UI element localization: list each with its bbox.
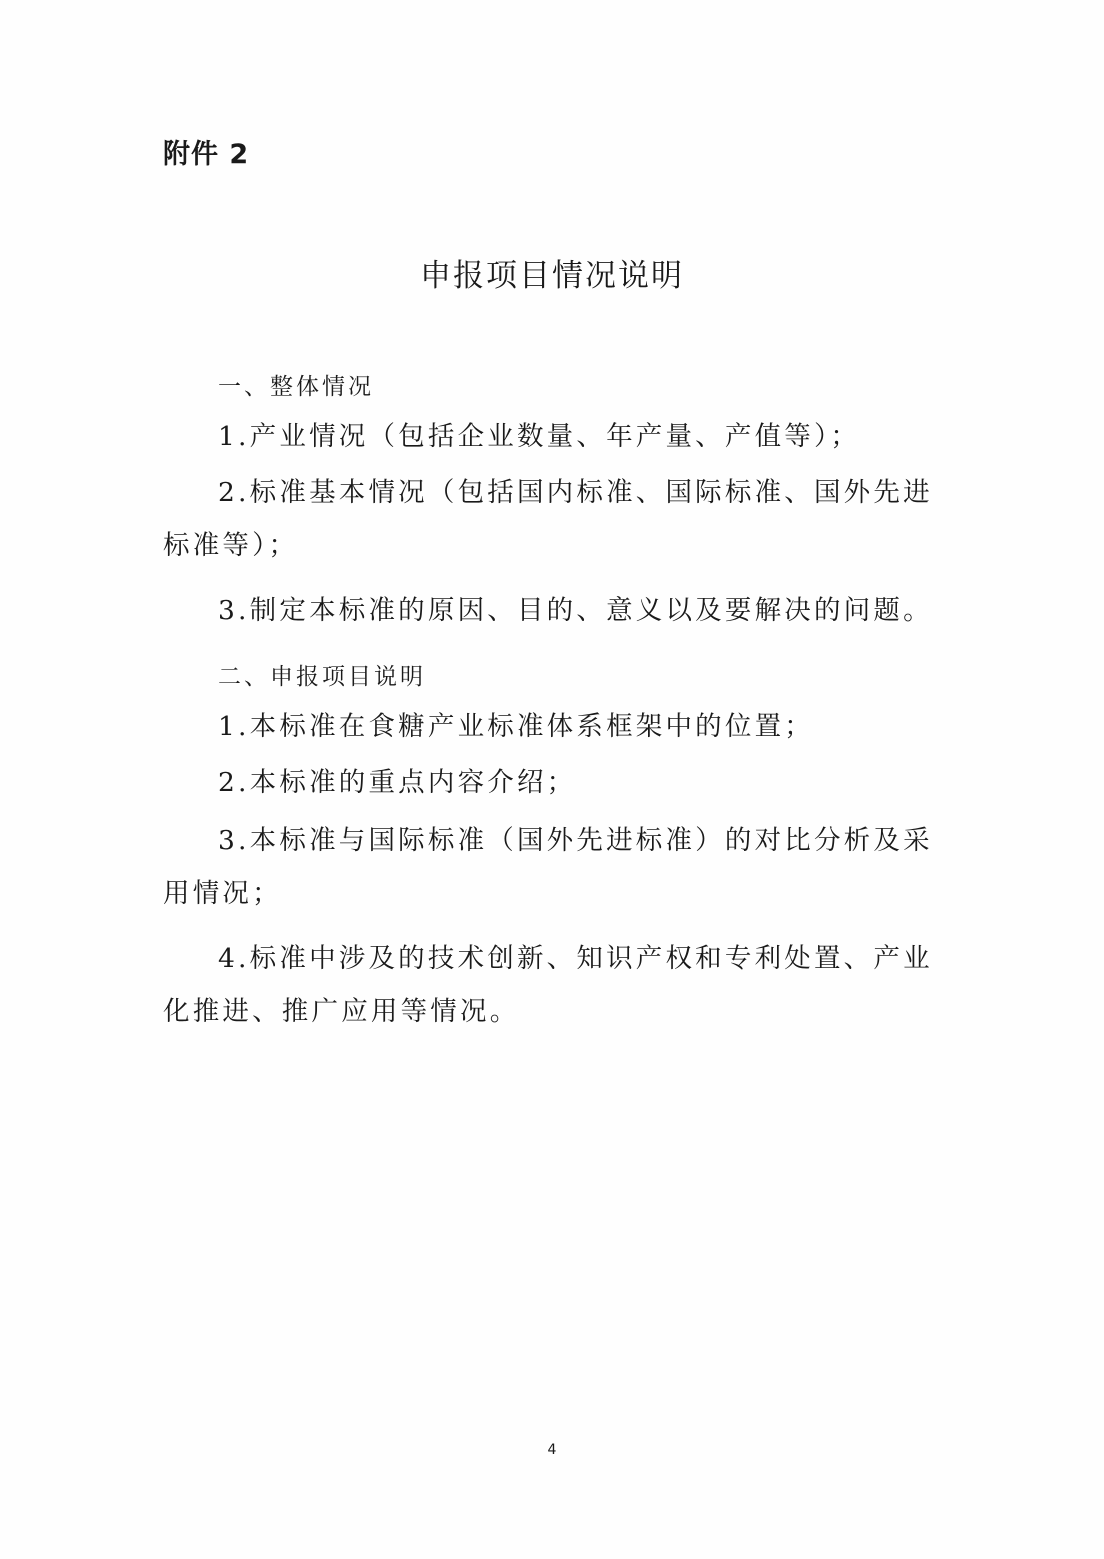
section-item: 4.标准中涉及的技术创新、知识产权和专利处置、产业化推进、推广应用等情况。 <box>163 943 933 1027</box>
page-number: 4 <box>547 1442 557 1458</box>
section-item: 2.本标准的重点内容介绍； <box>218 767 577 798</box>
attachment-label: 附件 2 <box>163 139 250 170</box>
section-item: 3.制定本标准的原因、目的、意义以及要解决的问题。 <box>218 595 933 626</box>
section-heading-project: 二、申报项目说明 <box>218 664 426 690</box>
section-item: 3.本标准与国际标准（国外先进标准）的对比分析及采用情况； <box>163 825 933 909</box>
section-item: 2.标准基本情况（包括国内标准、国际标准、国外先进标准等）； <box>163 477 933 561</box>
section-item: 1.本标准在食糖产业标准体系框架中的位置； <box>218 711 814 742</box>
document-title: 申报项目情况说明 <box>420 258 684 294</box>
section-heading-overall: 一、整体情况 <box>218 374 374 400</box>
section-item: 1.产业情况（包括企业数量、年产量、产值等）； <box>218 421 861 452</box>
